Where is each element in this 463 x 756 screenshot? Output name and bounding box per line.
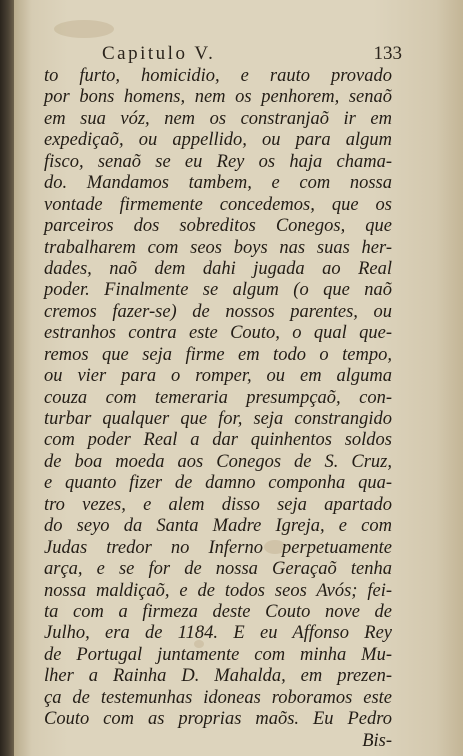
text-line: poder. Finalmente se algum (o que naõ (44, 280, 392, 301)
text-line: to furto, homicidio, e rauto provado (44, 66, 392, 86)
text-line: Couto com as proprias maõs. Eu Pedro (44, 709, 392, 730)
paper-stain (54, 20, 114, 38)
text-line: vontade firmemente concedemos, que os (44, 194, 392, 215)
text-line: com poder Real a dar quinhentos soldos (44, 430, 392, 451)
text-line: Julho, era de 1184. E eu Affonso Rey (44, 623, 392, 644)
text-line: do seyo da Santa Madre Igreja, e com (44, 516, 392, 537)
text-line: de Portugal juntamente com minha Mu- (44, 644, 392, 665)
text-line: por bons homens, nem os penhorem, senaõ (44, 87, 392, 108)
book-spine-shadow (0, 0, 14, 756)
text-line: em sua vóz, nem os constranjaõ ir em (44, 108, 392, 129)
text-line: remos que seja firme em todo o tempo, (44, 344, 392, 365)
text-line: cremos fazer-se) de nossos parentes, ou (44, 301, 392, 322)
text-line: parceiros dos sobreditos Conegos, que (44, 216, 392, 237)
text-line: fisco, senaõ se eu Rey os haja chama- (44, 151, 392, 172)
text-line: e quanto fizer de damno componha qua- (44, 473, 392, 494)
text-line: de boa moeda aos Conegos de S. Cruz, (44, 451, 392, 472)
text-line: ça de testemunhas idoneas roboramos este (44, 687, 392, 708)
text-line: do. Mandamos tambem, e com nossa (44, 173, 392, 194)
text-line: estranhos contra este Couto, o qual que- (44, 323, 392, 344)
catchword: Bis- (362, 730, 392, 751)
text-line: trabalharem com seos boys nas suas her- (44, 237, 392, 258)
text-line: tro vezes, e alem disso seja apartado (44, 494, 392, 515)
text-line: expediçaõ, ou appellido, ou para algum (44, 130, 392, 151)
text-line: ta com a firmeza deste Couto nove de (44, 601, 392, 622)
body-text (44, 66, 392, 752)
text-line: ou vier para o romper, ou em alguma (44, 366, 392, 387)
text-line: Judas tredor no Inferno perpetuamente (44, 537, 392, 558)
text-line: lher a Rainha D. Mahalda, em prezen- (44, 666, 392, 687)
text-line: dades, naõ dem dahi jugada ao Real (44, 258, 392, 279)
running-title: Capitulo V. (102, 43, 216, 64)
text-line: turbar qualquer que for, seja constrangido (44, 409, 392, 429)
page-number: 133 (373, 43, 402, 64)
text-line: couza com temeraria presumpçaõ, con- (44, 387, 392, 408)
text-line: arça, e se for de nossa Geraçaõ tenha (44, 559, 392, 580)
text-line: nossa maldiçaõ, e de todos seos Avós; fei- (44, 580, 392, 601)
